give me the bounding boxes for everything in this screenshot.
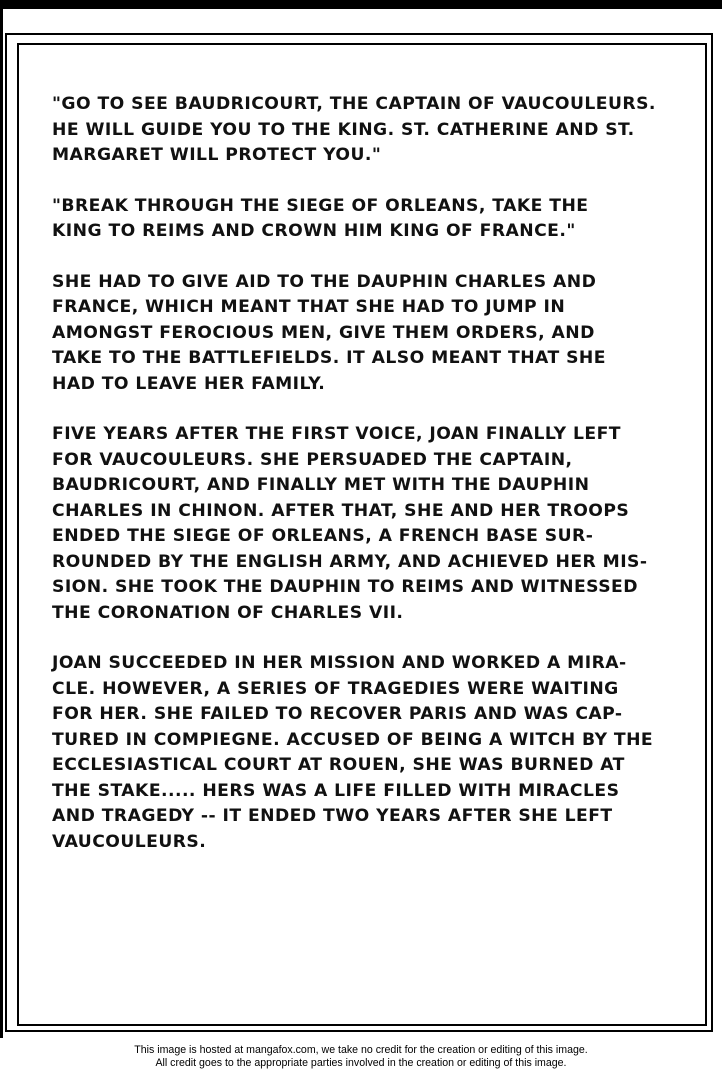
top-border-bar [0, 0, 722, 9]
left-border-bar [0, 0, 3, 1038]
footer-line-2: All credit goes to the appropriate parties involved in the creation or editing of this image. [155, 1057, 567, 1069]
paragraph-4-five-years: FIVE YEARS AFTER THE FIRST VOICE, JOAN FINALLY LEFT FOR VAUCOULEURS. SHE PERSUADED THE CAPTAIN, BAUDRICOURT, AND FINALLY MET WITH THE DAUPHIN CHARLES IN CHINON. AFTER THAT, SHE AND HER TROOPS ENDED THE SIEGE OF ORLEANS, A FRENCH BASE SUR- ROUNDED BY THE ENGLISH ARMY, AND ACHIEVED HER MIS- SION. SHE TOOK THE DAUPHIN TO REIMS AND WITNESSED THE CORONATION OF CHARLES VII. [52, 424, 648, 623]
text-page-body [52, 92, 677, 880]
paragraph-2-quote-orleans: "BREAK THROUGH THE SIEGE OF ORLEANS, TAKE THE KING TO REIMS AND CROWN HIM KING OF FRANCE." [52, 195, 589, 241]
footer-line-1: This image is hosted at mangafox.com, we take no credit for the creation or editing of this image. [134, 1044, 588, 1056]
paragraph-3-aid-dauphin: SHE HAD TO GIVE AID TO THE DAUPHIN CHARLES AND FRANCE, WHICH MEANT THAT SHE HAD TO JUMP IN AMONGST FEROCIOUS MEN, GIVE THEM ORDERS, AND TAKE TO THE BATTLEFIELDS. IT ALSO MEANT THAT SHE HAD TO LEAVE HER FAMILY. [52, 271, 606, 394]
paragraph-5-tragedies: JOAN SUCCEEDED IN HER MISSION AND WORKED A MIRA- CLE. HOWEVER, A SERIES OF TRAGEDIES WERE WAITING FOR HER. SHE FAILED TO RECOVER PARIS AND WAS CAP- TURED IN COMPIEGNE. ACCUSED OF BEING A WITCH BY THE ECCLESIASTICAL COURT AT ROUEN, SHE WAS BURNED AT THE STAKE..... HERS WAS A LIFE FILLED WITH MIRACLES AND TRAGEDY -- IT ENDED TWO YEARS AFTER SHE LEFT VAUCOULEURS. [52, 653, 654, 852]
hosting-credit-footer [0, 1044, 722, 1070]
paragraph-1-quote-baudricourt: "GO TO SEE BAUDRICOURT, THE CAPTAIN OF VAUCOULEURS. HE WILL GUIDE YOU TO THE KING. ST. CATHERINE AND ST. MARGARET WILL PROTECT YOU." [52, 94, 656, 165]
